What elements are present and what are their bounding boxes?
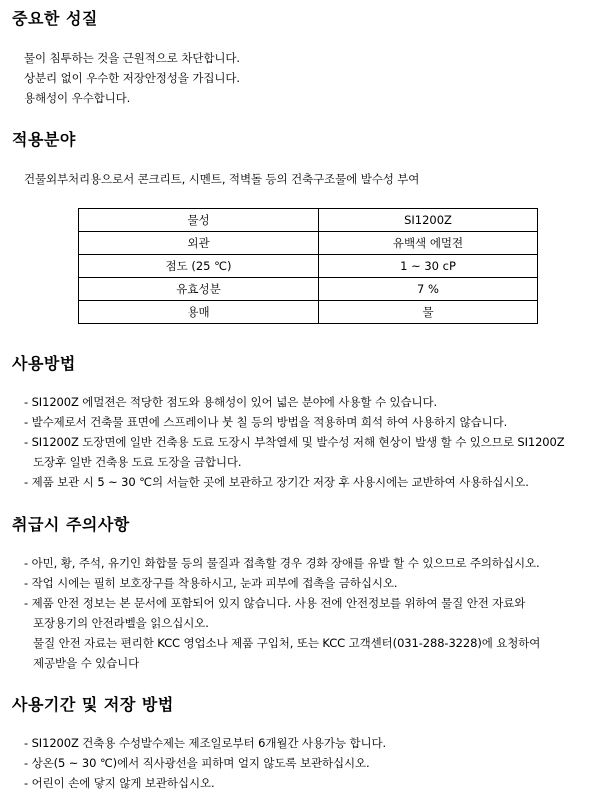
table-row: [79, 278, 538, 301]
precaution-line: 포장용기의 안전라벨을 읽으십시오.: [33, 616, 209, 630]
section-title-shelf-life-storage: 사용기간 및 저장 방법: [12, 695, 174, 714]
section-title-key-properties: 중요한 성질: [12, 9, 98, 28]
section-title-usage: 사용방법: [12, 354, 76, 373]
precaution-line: 제공받을 수 있습니다: [33, 656, 140, 670]
usage-line: - 제품 보관 시 5 ~ 30 ℃의 서늘한 곳에 보관하고 장기간 저장 후 사용시에는 교반하여 사용하십시오.: [24, 475, 529, 489]
table-cell: 용매: [79, 301, 319, 324]
table-header-cell: 물성: [79, 209, 319, 232]
storage-line: - 어린이 손에 닿지 않게 보관하십시오.: [24, 776, 215, 790]
key-property-line: 용해성이 우수합니다.: [24, 91, 131, 105]
table-row: [79, 232, 538, 255]
table-header-row: [79, 209, 538, 232]
precaution-line: - 작업 시에는 필히 보호장구를 착용하시고, 눈과 피부에 접촉을 금하십시오.: [24, 576, 398, 590]
table-row: [79, 301, 538, 324]
key-property-line: 물이 침투하는 것을 근원적으로 차단합니다.: [24, 51, 240, 65]
precaution-line: - 제품 안전 정보는 본 문서에 포함되어 있지 않습니다. 사용 전에 안전정보를 위하여 물질 안전 자료와: [24, 596, 526, 610]
precaution-line: - 아민, 황, 주석, 유기인 화합물 등의 물질과 접촉할 경우 경화 장애를 유발 할 수 있으므로 주의하십시오.: [24, 556, 540, 570]
precaution-line: 물질 안전 자료는 편리한 KCC 영업소나 제품 구입처, 또는 KCC 고객센터(031-288-3228)에 요청하여: [33, 636, 541, 650]
table-header-cell: SI1200Z: [319, 209, 538, 232]
table-cell: 점도 (25 ℃): [79, 255, 319, 278]
table-cell: 외관: [79, 232, 319, 255]
table-row: [79, 255, 538, 278]
key-property-line: 상분리 없이 우수한 저장안정성을 가집니다.: [24, 71, 240, 85]
table-cell: 물: [319, 301, 538, 324]
application-line: 건물외부처리용으로서 콘크리트, 시멘트, 적벽돌 등의 건축구조물에 발수성 부여: [24, 172, 420, 186]
table-cell: 유백색 에멀젼: [319, 232, 538, 255]
usage-line: - SI1200Z 도장면에 일반 건축용 도료 도장시 부착열세 및 발수성 저해 현상이 발생 할 수 있으므로 SI1200Z: [24, 435, 565, 449]
table-cell: 유효성분: [79, 278, 319, 301]
usage-line: - 발수제로서 건축물 표면에 스프레이나 붓 칠 등의 방법을 적용하며 희석 하여 사용하지 않습니다.: [24, 415, 508, 429]
storage-line: - SI1200Z 건축용 수성발수제는 제조일로부터 6개월간 사용가능 합니다.: [24, 736, 387, 750]
table-cell: 7 %: [319, 278, 538, 301]
storage-line: - 상온(5 ~ 30 ℃)에서 직사광선을 피하며 얼지 않도록 보관하십시오.: [24, 756, 370, 770]
section-title-handling-precautions: 취급시 주의사항: [12, 515, 130, 534]
section-title-applications: 적용분야: [12, 130, 76, 149]
properties-table: [78, 208, 538, 324]
usage-line: 도장후 일반 건축용 도료 도장을 금합니다.: [33, 455, 242, 469]
table-cell: 1 ~ 30 cP: [319, 255, 538, 278]
usage-line: - SI1200Z 에멀젼은 적당한 점도와 용해성이 있어 넓은 분야에 사용할 수 있습니다.: [24, 395, 438, 409]
